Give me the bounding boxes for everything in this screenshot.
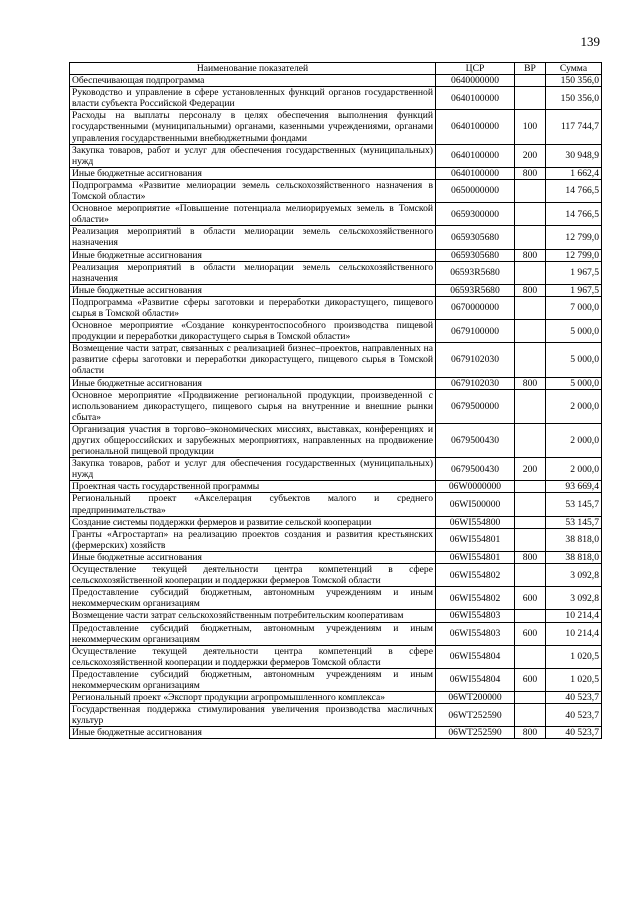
row-csr: 06WI554804: [436, 645, 515, 668]
row-name: Региональный проект «Акселерация субъектов малого и среднего предпринимательства»: [70, 493, 436, 516]
row-csr: 06WI554801: [436, 528, 515, 551]
row-name: Иные бюджетные ассигнования: [70, 377, 436, 389]
table-row: [70, 610, 602, 622]
row-name: Подпрограмма «Развитие мелиорации земель сельскохозяйственного назначения в Томской области»: [70, 179, 436, 202]
row-sum: 40 523,7: [546, 727, 602, 739]
table-row: [70, 423, 602, 457]
row-name: Иные бюджетные ассигнования: [70, 727, 436, 739]
row-vr: [515, 203, 546, 226]
table-row: [70, 668, 602, 691]
row-csr: 0640000000: [436, 75, 515, 87]
table-row: [70, 261, 602, 284]
row-csr: 06593R5680: [436, 284, 515, 296]
row-csr: 0679500000: [436, 389, 515, 423]
row-vr: [515, 261, 546, 284]
row-name: Реализация мероприятий в области мелиорации земель сельскохозяйственного назначения: [70, 261, 436, 284]
row-name: Предоставление субсидий бюджетным, автономным учреждениям и иным некоммерческим организациям: [70, 622, 436, 645]
row-csr: 06WI500000: [436, 493, 515, 516]
row-vr: 200: [515, 144, 546, 167]
row-csr: 06WI554803: [436, 622, 515, 645]
row-name: Осуществление текущей деятельности центра компетенций в сфере сельскохозяйственной кооперации и поддержки фермеров Томской области: [70, 564, 436, 587]
table-row: [70, 284, 602, 296]
row-sum: 10 214,4: [546, 610, 602, 622]
row-csr: 06WI554802: [436, 564, 515, 587]
row-csr: 0640100000: [436, 87, 515, 110]
row-name: Государственная поддержка стимулирования увеличения производства масличных культур: [70, 704, 436, 727]
table-row: [70, 144, 602, 167]
row-sum: 150 356,0: [546, 75, 602, 87]
row-name: Закупка товаров, работ и услуг для обеспечения государственных (муниципальных) нужд: [70, 458, 436, 481]
table-row: [70, 727, 602, 739]
table-row: [70, 622, 602, 645]
row-vr: 800: [515, 727, 546, 739]
row-csr: 0640100000: [436, 144, 515, 167]
table-row: [70, 458, 602, 481]
row-vr: [515, 87, 546, 110]
row-name: Создание системы поддержки фермеров и развитие сельской кооперации: [70, 516, 436, 528]
column-header-vr: ВР: [515, 63, 546, 75]
row-vr: [515, 226, 546, 249]
row-vr: [515, 516, 546, 528]
page-number: 139: [580, 34, 600, 49]
row-csr: 0679500430: [436, 423, 515, 457]
row-sum: 40 523,7: [546, 692, 602, 704]
column-header-sum: Сумма: [546, 63, 602, 75]
table-row: [70, 343, 602, 377]
row-vr: [515, 610, 546, 622]
row-name: Иные бюджетные ассигнования: [70, 284, 436, 296]
table-header-row: [70, 63, 602, 75]
row-name: Реализация мероприятий в области мелиорации земель сельскохозяйственного назначения: [70, 226, 436, 249]
row-sum: 150 356,0: [546, 87, 602, 110]
row-vr: [515, 645, 546, 668]
table-row: [70, 320, 602, 343]
row-name: Основное мероприятие «Создание конкурентоспособного производства пищевой продукции и переработки дикорастущего сырья в Томской области»: [70, 320, 436, 343]
row-name: Возмещение части затрат, связанных с реализацией бизнес–проектов, направленных на развитие сферы заготовки и переработки дикорастущего, пищевого сырья в Томской области: [70, 343, 436, 377]
row-name: Обеспечивающая подпрограмма: [70, 75, 436, 87]
row-sum: 53 145,7: [546, 493, 602, 516]
table-row: [70, 564, 602, 587]
table-row: [70, 528, 602, 551]
row-name: Региональный проект «Экспорт продукции агропромышленного комплекса»: [70, 692, 436, 704]
table-row: [70, 516, 602, 528]
row-vr: [515, 343, 546, 377]
table-row: [70, 389, 602, 423]
row-sum: 5 000,0: [546, 377, 602, 389]
row-csr: 06WI554800: [436, 516, 515, 528]
row-sum: 1 020,5: [546, 645, 602, 668]
row-vr: 100: [515, 110, 546, 144]
row-name: Иные бюджетные ассигнования: [70, 551, 436, 563]
table-row: [70, 226, 602, 249]
row-name: Иные бюджетные ассигнования: [70, 249, 436, 261]
row-vr: 800: [515, 284, 546, 296]
table-row: [70, 481, 602, 493]
row-csr: 0659300000: [436, 203, 515, 226]
row-csr: 06WI554801: [436, 551, 515, 563]
row-sum: 38 818,0: [546, 528, 602, 551]
row-name: Основное мероприятие «Продвижение региональной продукции, произведенной с использованием дикорастущего, пищевого сырья на внутренние и внешние рынки сбыта»: [70, 389, 436, 423]
row-name: Гранты «Агростартап» на реализацию проектов создания и развития крестьянских (фермерских) хозяйств: [70, 528, 436, 551]
row-vr: [515, 320, 546, 343]
row-name: Расходы на выплаты персоналу в целях обеспечения выполнения функций государственными (муниципальными) органами, казенными учреждениями, органами управления государственными внебюджетными фондами: [70, 110, 436, 144]
row-csr: 0640100000: [436, 167, 515, 179]
row-name: Предоставление субсидий бюджетным, автономным учреждениям и иным некоммерческим организациям: [70, 587, 436, 610]
row-csr: 0659305680: [436, 226, 515, 249]
row-vr: 800: [515, 249, 546, 261]
row-sum: 5 000,0: [546, 343, 602, 377]
row-name: Закупка товаров, работ и услуг для обеспечения государственных (муниципальных) нужд: [70, 144, 436, 167]
row-name: Осуществление текущей деятельности центра компетенций в сфере сельскохозяйственной кооперации и поддержки фермеров Томской области: [70, 645, 436, 668]
row-vr: [515, 75, 546, 87]
row-sum: 2 000,0: [546, 389, 602, 423]
row-vr: [515, 179, 546, 202]
row-csr: 0679100000: [436, 320, 515, 343]
row-vr: [515, 389, 546, 423]
row-csr: 0679500430: [436, 458, 515, 481]
row-sum: 117 744,7: [546, 110, 602, 144]
row-sum: 3 092,8: [546, 587, 602, 610]
row-sum: 1 967,5: [546, 261, 602, 284]
table-row: [70, 75, 602, 87]
row-csr: 06WI554803: [436, 610, 515, 622]
table-row: [70, 645, 602, 668]
row-name: Организация участия в торгово–экономических миссиях, выставках, конференциях и других общероссийских и зарубежных мероприятиях, направленных на продвижение региональной пищевой продукции: [70, 423, 436, 457]
row-vr: [515, 493, 546, 516]
row-vr: [515, 528, 546, 551]
row-csr: 0670000000: [436, 296, 515, 319]
table-row: [70, 377, 602, 389]
row-csr: 06WT252590: [436, 727, 515, 739]
table-row: [70, 167, 602, 179]
row-vr: 600: [515, 622, 546, 645]
row-csr: 0640100000: [436, 110, 515, 144]
row-csr: 0679102030: [436, 343, 515, 377]
row-sum: 12 799,0: [546, 226, 602, 249]
row-sum: 93 669,4: [546, 481, 602, 493]
row-vr: [515, 296, 546, 319]
row-name: Возмещение части затрат сельскохозяйственным потребительским кооперативам: [70, 610, 436, 622]
row-sum: 14 766,5: [546, 179, 602, 202]
row-csr: 06WI554804: [436, 668, 515, 691]
row-vr: 800: [515, 551, 546, 563]
row-vr: 600: [515, 587, 546, 610]
row-sum: 30 948,9: [546, 144, 602, 167]
table-row: [70, 110, 602, 144]
table-row: [70, 551, 602, 563]
row-csr: 0679102030: [436, 377, 515, 389]
row-sum: 7 000,0: [546, 296, 602, 319]
column-header-csr: ЦСР: [436, 63, 515, 75]
row-vr: 200: [515, 458, 546, 481]
table-row: [70, 179, 602, 202]
row-csr: 06W0000000: [436, 481, 515, 493]
row-name: Руководство и управление в сфере установленных функций органов государственной власти субъекта Российской Федерации: [70, 87, 436, 110]
row-sum: 5 000,0: [546, 320, 602, 343]
row-vr: [515, 481, 546, 493]
table-row: [70, 203, 602, 226]
row-vr: 800: [515, 377, 546, 389]
row-sum: 3 092,8: [546, 564, 602, 587]
row-vr: [515, 692, 546, 704]
row-vr: [515, 564, 546, 587]
row-name: Подпрограмма «Развитие сферы заготовки и переработки дикорастущего, пищевого сырья в Томской области»: [70, 296, 436, 319]
row-name: Основное мероприятие «Повышение потенциала мелиорируемых земель в Томской области»: [70, 203, 436, 226]
row-sum: 12 799,0: [546, 249, 602, 261]
row-vr: [515, 704, 546, 727]
table-row: [70, 296, 602, 319]
row-csr: 06WT200000: [436, 692, 515, 704]
row-sum: 40 523,7: [546, 704, 602, 727]
table-row: [70, 704, 602, 727]
row-csr: 0659305680: [436, 249, 515, 261]
row-csr: 0650000000: [436, 179, 515, 202]
table-row: [70, 692, 602, 704]
table-body: [70, 75, 602, 739]
row-csr: 06593R5680: [436, 261, 515, 284]
table-row: [70, 87, 602, 110]
row-name: Проектная часть государственной программы: [70, 481, 436, 493]
table-row: [70, 493, 602, 516]
row-sum: 53 145,7: [546, 516, 602, 528]
row-csr: 06WI554802: [436, 587, 515, 610]
row-sum: 1 967,5: [546, 284, 602, 296]
table-row: [70, 249, 602, 261]
row-name: Иные бюджетные ассигнования: [70, 167, 436, 179]
row-sum: 10 214,4: [546, 622, 602, 645]
row-sum: 2 000,0: [546, 423, 602, 457]
budget-table: [69, 62, 602, 739]
row-csr: 06WT252590: [436, 704, 515, 727]
row-sum: 38 818,0: [546, 551, 602, 563]
row-vr: 800: [515, 167, 546, 179]
table-row: [70, 587, 602, 610]
row-vr: 600: [515, 668, 546, 691]
column-header-name: Наименование показателей: [70, 63, 436, 75]
row-sum: 1 020,5: [546, 668, 602, 691]
row-sum: 2 000,0: [546, 458, 602, 481]
row-vr: [515, 423, 546, 457]
row-sum: 14 766,5: [546, 203, 602, 226]
row-sum: 1 662,4: [546, 167, 602, 179]
row-name: Предоставление субсидий бюджетным, автономным учреждениям и иным некоммерческим организациям: [70, 668, 436, 691]
